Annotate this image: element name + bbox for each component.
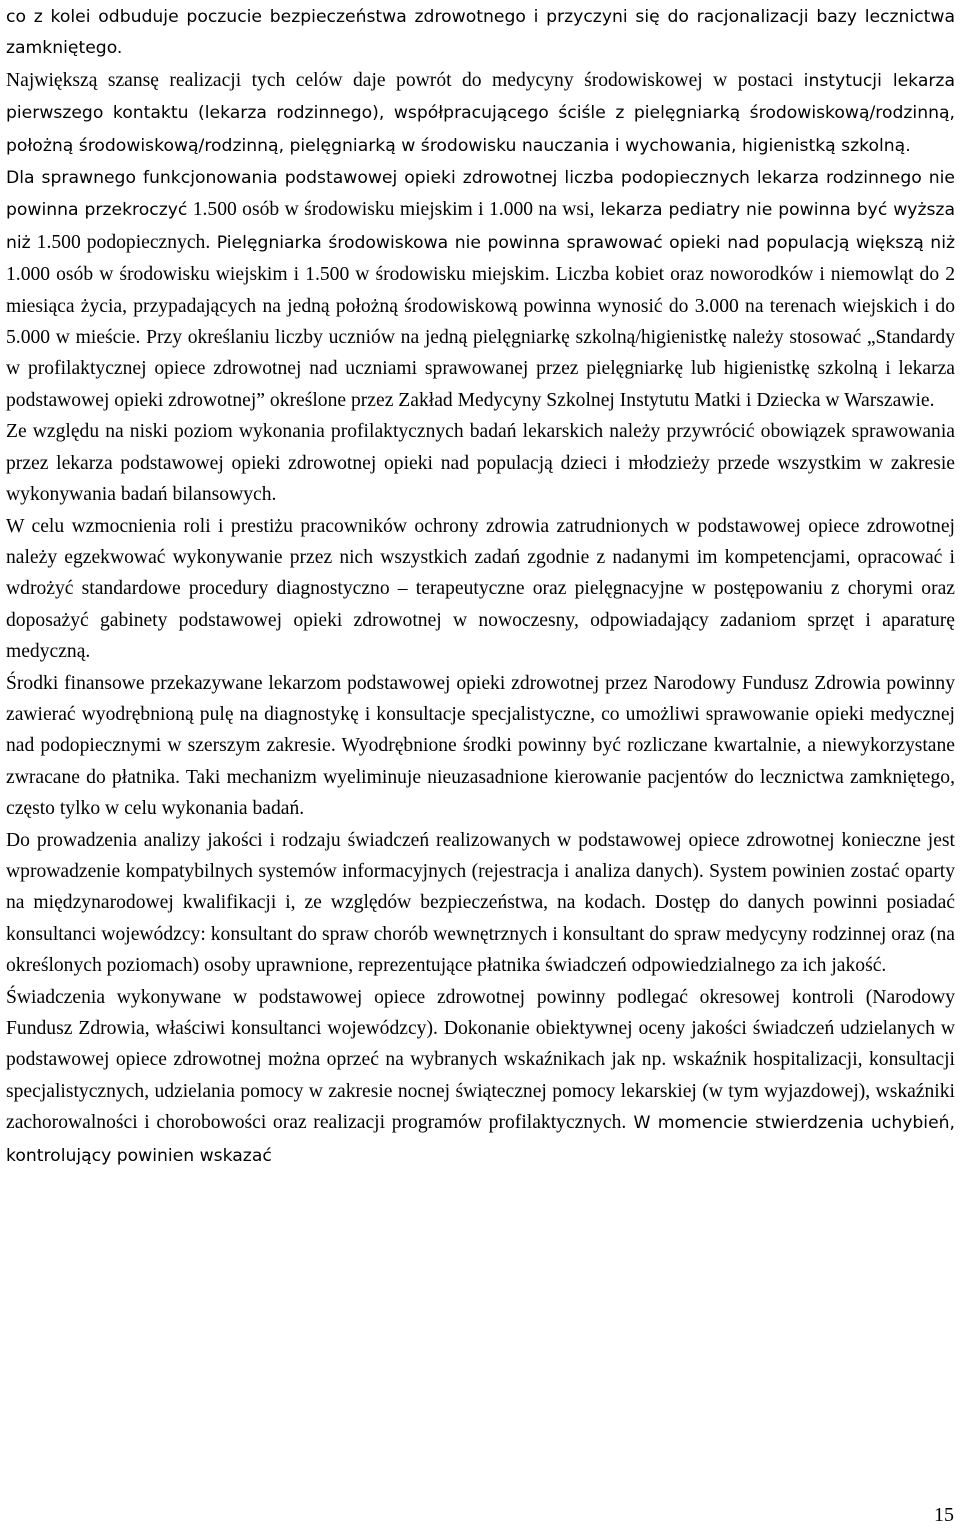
paragraph-1	[6, 2, 955, 65]
paragraph-3-part-b: 1.500 osób w środowisku miejskim i 1.000 na wsi,	[187, 199, 595, 221]
paragraph-3-part-f: 1.000 osób w środowisku wiejskim i 1.500 w środowisku miejskim.	[6, 264, 550, 286]
paragraph-8-part-b: W momencie stwierdzenia uchybień, kontrolujący powinien wskazać	[6, 1113, 956, 1166]
paragraph-3-part-a: Dla sprawnego funkcjonowania podstawowej opieki zdrowotnej liczba podopiecznych lekarza rodzinnego nie powinna przekroczyć	[6, 168, 955, 221]
paragraph-6: Środki finansowe przekazywane lekarzom podstawowej opieki zdrowotnej przez Narodowy Fundusz Zdrowia powinny zawierać wyodrębnioną pulę na diagnostykę i konsultacje specjalistyczne, co umożliwi sprawowanie opieki medycznej nad podopiecznymi w szerszym zakresie. Wyodrębnione środki powinny być rozliczane kwartalnie, a niewykorzystane zwracane do płatnika. Taki mechanizm wyeliminuje nieuzasadnione kierowanie pacjentów do lecznictwa zamkniętego, często tylko w celu wykonania badań.	[6, 672, 955, 820]
paragraph-2	[6, 65, 955, 162]
paragraph-3-part-d: 1.500 podopiecznych.	[30, 231, 211, 253]
paragraph-1-text: co z kolei odbuduje poczucie bezpieczeństwa zdrowotnego i przyczyni się do racjonalizacji bazy lecznictwa zamkniętego.	[6, 7, 955, 59]
paragraph-3	[6, 162, 955, 416]
paragraph-8	[6, 982, 955, 1172]
paragraph-3-part-c: lekarza pediatry nie powinna być wyższa niż	[6, 200, 955, 253]
paragraph-3-part-g: Liczba kobiet oraz noworodków i niemowląt do 2 miesiąca życia, przypadających na jedną położną środowiskową powinna wynosić do 3.000 na terenach wiejskich i do 5.000 w mieście. Przy określaniu liczby uczniów na jedną pielęgniarkę szkolną/higienistkę należy stosować „Standardy w profilaktycznej opiece zdrowotnej nad uczniami sprawowanej przez pielęgniarkę lub higienistkę szkolną i lekarza podstawowej opieki zdrowotnej” określone przez Zakład Medycyny Szkolnej Instytutu Matki i Dziecka w Warszawie.	[6, 264, 955, 411]
paragraph-8-part-a: Świadczenia wykonywane w podstawowej opiece zdrowotnej powinny podlegać okresowej kontroli (Narodowy Fundusz Zdrowia, właściwi konsultanci wojewódzcy). Dokonanie obiektywnej oceny jakości świadczeń udzielanych w podstawowej opiece zdrowotnej można oprzeć na wybranych wskaźnikach jak np. wskaźnik hospitalizacji, konsultacji specjalistycznych, udzielania pomocy w zakresie nocnej świątecznej pomocy lekarskiej (w tym wyjazdowej), wskaźniki zachorowalności i chorobowości oraz realizacji programów profilaktycznych.	[6, 986, 955, 1134]
paragraph-5: W celu wzmocnienia roli i prestiżu pracowników ochrony zdrowia zatrudnionych w podstawowej opiece zdrowotnej należy egzekwować wykonywanie przez nich wszystkich zadań zgodnie z nadanymi im kompetencjami, opracować i wdrożyć standardowe procedury diagnostyczno – terapeutyczne oraz pielęgnacyjne w postępowaniu z chorymi oraz doposażyć gabinety podstawowej opieki zdrowotnej w nowoczesny, odpowiadający zadaniom sprzęt i aparaturę medyczną.	[6, 515, 955, 663]
paragraph-3-part-e: Pielęgniarka środowiskowa nie powinna sprawować opieki nad populacją większą niż	[210, 232, 955, 253]
page-number: 15	[934, 1504, 954, 1526]
paragraph-2-lead: Największą szansę realizacji tych celów daje powrót do medycyny środowiskowej w postaci	[6, 69, 794, 91]
paragraph-7: Do prowadzenia analizy jakości i rodzaju świadczeń realizowanych w podstawowej opiece zdrowotnej konieczne jest wprowadzenie kompatybilnych systemów informacyjnych (rejestracja i analiza danych). System powinien zostać oparty na międzynarodowej kwalifikacji i, ze względów bezpieczeństwa, na kodach. Dostęp do danych powinni posiadać konsultanci wojewódzcy: konsultant do spraw chorób wewnętrznych i konsultant do spraw medycyny rodzinnej oraz (na określonych poziomach) osoby uprawnione, reprezentujące płatnika świadczeń odpowiedzialnego za ich jakość.	[6, 829, 955, 977]
document-body	[6, 2, 955, 1172]
paragraph-2-rest: instytucji lekarza pierwszego kontaktu (lekarza rodzinnego), współpracującego ściśle z pielęgniarką środowiskową/rodzinną, położną środowiskową/rodzinną, pielęgniarką w środowisku nauczania i wychowania, higienistką szkolną.	[6, 70, 955, 156]
paragraph-4: Ze względu na niski poziom wykonania profilaktycznych badań lekarskich należy przywrócić obowiązek sprawowania przez lekarza podstawowej opieki zdrowotnej opieki nad populacją dzieci i młodzieży przede wszystkim w zakresie wykonywania badań bilansowych.	[6, 421, 955, 506]
